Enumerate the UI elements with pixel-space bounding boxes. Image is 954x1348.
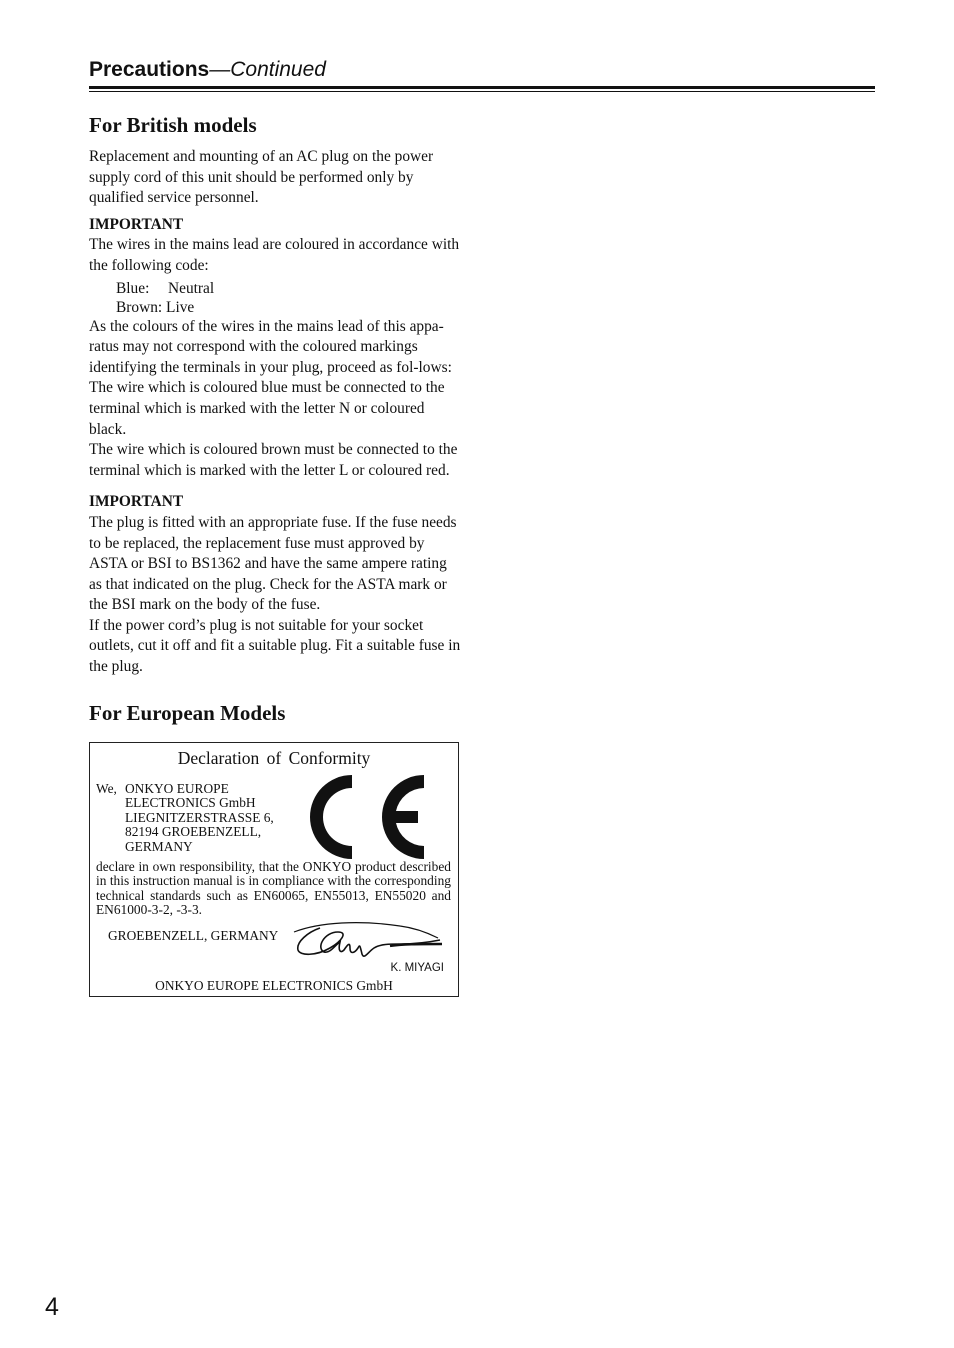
address-line: 82194 GROEBENZELL, — [125, 824, 262, 840]
header-rule-thick — [89, 86, 875, 89]
address-line: LIEGNITZERSTRASSE 6, — [125, 809, 274, 825]
wire-code-row — [116, 298, 463, 317]
signature-icon — [290, 922, 448, 964]
wire-meaning: Neutral — [168, 279, 215, 297]
header-continued: —Continued — [209, 58, 326, 81]
wire-colour: Brown: — [116, 298, 163, 316]
fuse-paragraph: The plug is fitted with an appropriate fuse. If the fuse needs to be replaced, the replacement fuse must approved by ASTA or BSI to BS1362 and have the same ampere rating as that indicated on the plug. Check for the ASTA mark or the BSI mark on the body of the fuse. — [89, 513, 457, 614]
header-rule-thin — [89, 91, 875, 92]
declaration-title: Declaration of Conformity — [177, 747, 371, 768]
company-address — [125, 782, 315, 855]
company-name: ONKYO EUROPE ELECTRONICS GmbH — [155, 977, 393, 993]
important-label-1: IMPORTANT — [89, 215, 184, 233]
wire-code-row — [116, 279, 463, 298]
main-column — [89, 112, 463, 997]
page-number: 4 — [45, 1293, 59, 1321]
declaration-place: GROEBENZELL, GERMANY — [108, 927, 279, 943]
wire-meaning: Live — [166, 298, 195, 316]
wires-intro: The wires in the mains lead are coloured in accordance with the following code: — [89, 236, 460, 274]
declaration-statement: declare in own responsibility, that the ONKYO product described in this instruction manual is in compliance with the corresponding technical standards such as EN60065, EN55013, EN55020 and EN61000-3-2, -3-3. — [96, 858, 451, 918]
wire-colour: Blue: — [116, 279, 150, 297]
running-header — [89, 57, 326, 83]
address-line: ONKYO EUROPE — [125, 780, 229, 796]
blue-wire-paragraph: The wire which is coloured blue must be connected to the terminal which is marked with the letter N or coloured black. — [89, 379, 445, 438]
important-label-2: IMPORTANT — [89, 493, 184, 511]
cord-paragraph: If the power cord’s plug is not suitable for your socket outlets, cut it off and fit a suitable plug. Fit a suitable fuse in the plug. — [89, 616, 461, 676]
header-title: Precautions — [89, 58, 210, 81]
signatory-name: K. MIYAGI — [390, 961, 444, 974]
ce-mark-icon — [308, 771, 432, 863]
declaration-of-conformity-box — [89, 742, 459, 997]
address-line: GERMANY — [125, 839, 193, 855]
european-heading: For European Models — [89, 700, 286, 725]
british-heading: For British models — [89, 113, 257, 137]
british-intro: Replacement and mounting of an AC plug on the power supply cord of this unit should be performed only by qualified service personnel. — [89, 148, 434, 207]
colours-paragraph: As the colours of the wires in the mains lead of this appa-ratus may not correspond with the coloured markings identifying the terminals in your plug, proceed as fol-lows: — [89, 317, 452, 376]
brown-wire-paragraph: The wire which is coloured brown must be connected to the terminal which is marked with the letter L or coloured red. — [89, 441, 458, 479]
declaration-we: We, — [96, 780, 117, 796]
address-line: ELECTRONICS GmbH — [125, 795, 256, 811]
wire-code-list — [116, 279, 463, 317]
